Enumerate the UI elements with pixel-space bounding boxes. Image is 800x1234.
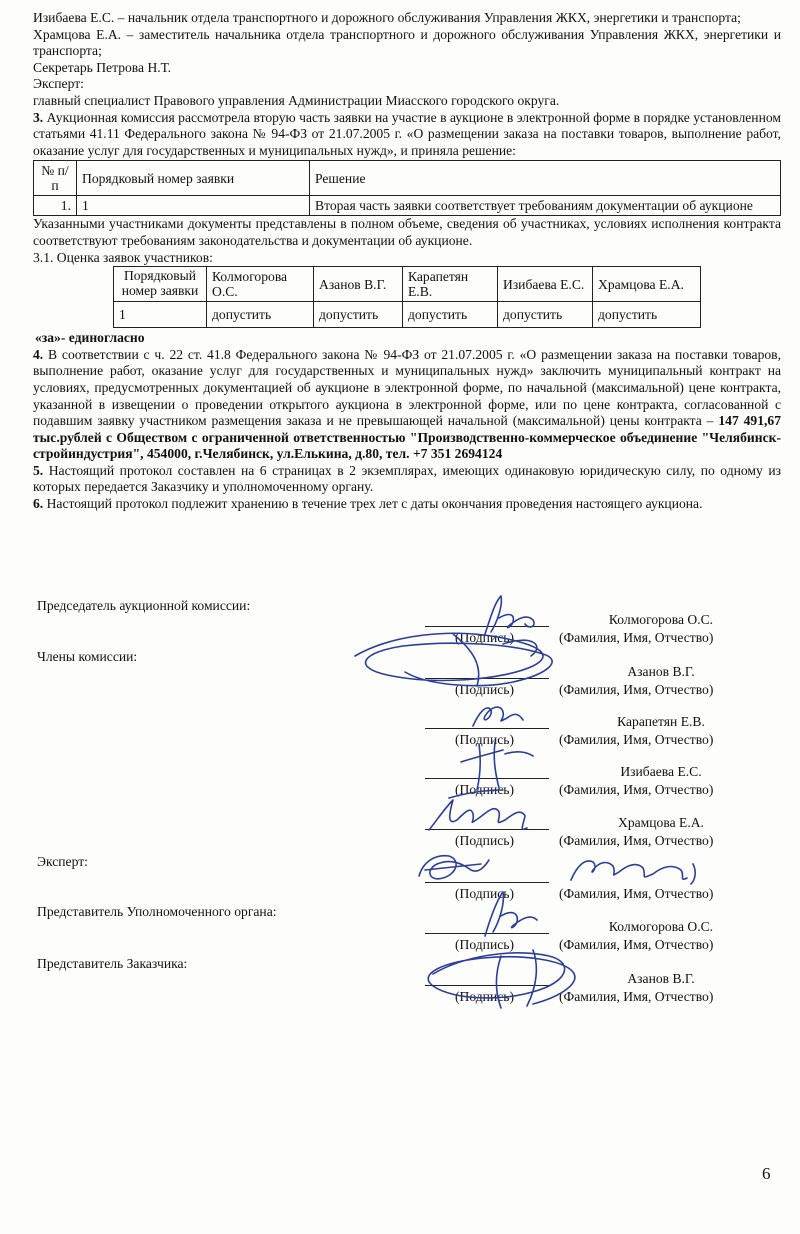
- section-3-number: 3.: [33, 109, 44, 125]
- signer-name: Азанов В.Г.: [627, 664, 695, 679]
- section-4: [33, 347, 781, 463]
- members-label: Члены комиссии:: [37, 649, 138, 664]
- header-cell: Азанов В.Г.: [314, 267, 403, 302]
- chair-label: Председатель аукционной комиссии:: [37, 598, 251, 613]
- sign-caption: (Подпись): [455, 682, 514, 697]
- intro-secretary: Секретарь Петрова Н.Т.: [33, 59, 172, 75]
- section-6-text: Настоящий протокол подлежит хранению в течение трех лет с даты окончания проведения настоящего аукциона.: [43, 496, 703, 512]
- table-header-row: [114, 267, 701, 302]
- handwritten-signatures: [33, 594, 781, 1014]
- header-cell: Колмогорова О.С.: [207, 267, 314, 302]
- sign-caption: (Подпись): [455, 937, 514, 952]
- name-caption: (Фамилия, Имя, Отчество): [559, 833, 714, 848]
- vote-result: [33, 330, 781, 347]
- authorized-label: Представитель Уполномоченного органа:: [37, 904, 277, 919]
- vote-result-text: «за»- единогласно: [35, 330, 145, 346]
- signature-karapetyan: [473, 707, 523, 726]
- intro-expert-label: Эксперт:: [33, 76, 84, 92]
- table-cell: допустить: [498, 302, 593, 328]
- header-cell: Изибаева Е.С.: [498, 267, 593, 302]
- sign-caption: (Подпись): [455, 782, 514, 797]
- after-table-text: Указанными участниками документы представлены в полном объеме, сведения об участниках, условиях исполнения контракта соответствуют требованиям законодательства и документации об аукционе.: [33, 216, 781, 248]
- table-cell: допустить: [403, 302, 498, 328]
- name-caption: (Фамилия, Имя, Отчество): [559, 682, 714, 697]
- section-5-number: 5.: [33, 462, 44, 478]
- name-caption: (Фамилия, Имя, Отчество): [559, 937, 714, 952]
- name-caption: (Фамилия, Имя, Отчество): [559, 732, 714, 747]
- signature-izibaeva: [461, 742, 533, 790]
- signer-name: Храмцова Е.А.: [618, 815, 704, 830]
- header-cell: Порядковый номер заявки: [77, 161, 310, 196]
- name-caption: (Фамилия, Имя, Отчество): [559, 989, 714, 1004]
- signature-azanov-2: [428, 950, 575, 1008]
- section-3-text: Аукционная комиссия рассмотрела вторую часть заявки на участие в аукционе в электронной форме в порядке установленном статьями 41.11 Федерального закона № 94-ФЗ от 21.07.2005 г. «О размещении заказа на поставки товаров, выполнение работ, оказание услуг для государственных и муниципальных нужд», и приняла решение:: [33, 109, 781, 158]
- table-cell: допустить: [593, 302, 701, 328]
- page-number: 6: [762, 1164, 771, 1183]
- signature-azanov: [355, 633, 552, 686]
- signature-expert: [419, 856, 489, 879]
- expert-label: Эксперт:: [37, 854, 88, 869]
- name-caption: (Фамилия, Имя, Отчество): [559, 782, 714, 797]
- sign-caption: (Подпись): [455, 989, 514, 1004]
- section-3: [33, 110, 781, 160]
- intro-khramtsova: Храмцова Е.А. – заместитель начальника отдела транспортного и дорожного обслуживания Управления ЖКХ, энергетики и транспорта;: [33, 26, 781, 59]
- section-4-contractor: 147 491,67 тыс.рублей с Обществом с ограниченной ответственностью "Производственно-коммерческое объединение "Челябинск-стройиндустрия", 454000, г.Челябинск, ул.Елькина, д.80, тел. +7 351 2694124: [33, 413, 781, 462]
- table-header-row: [34, 161, 781, 196]
- signature-kolmogorova-2: [485, 892, 537, 936]
- name-caption: (Фамилия, Имя, Отчество): [559, 630, 714, 645]
- decision-table: [33, 160, 781, 216]
- signer-name: Карапетян Е.В.: [617, 714, 705, 729]
- sign-caption: (Подпись): [455, 732, 514, 747]
- table-row: [114, 302, 701, 328]
- customer-label: Представитель Заказчика:: [37, 956, 188, 971]
- section-4-text: В соответствии с ч. 22 ст. 41.8 Федерального закона № 94-ФЗ от 21.07.2005 г. «О размещении заказа на поставки товаров, выполнение работ, оказание услуг для государственных и муниципальных нужд» заключить муниципальный контракт на условиях, предусмотренных документацией об аукционе в электронной форме, по начальной (максимальной) цене контракта, указанной в извещении о проведении открытого аукциона в электронной форме, или по цене контракта, согласованной с подавшим заявку участником размещения заказа и не превышающей начальной (максимальной) цены контракта –: [33, 346, 781, 429]
- sign-caption: (Подпись): [455, 833, 514, 848]
- signer-name: Изибаева Е.С.: [620, 764, 702, 779]
- evaluation-table: [113, 266, 701, 328]
- section-6: [33, 496, 781, 513]
- header-cell: Порядковый номер заявки: [114, 267, 207, 302]
- protocol-page: [33, 10, 781, 513]
- header-cell: Карапетян Е.В.: [403, 267, 498, 302]
- sign-caption: (Подпись): [455, 630, 514, 645]
- name-caption: (Фамилия, Имя, Отчество): [559, 886, 714, 901]
- signature-block: [33, 594, 781, 1014]
- header-cell: Храмцова Е.А.: [593, 267, 701, 302]
- header-cell: Решение: [310, 161, 781, 196]
- signer-name: Колмогорова О.С.: [608, 612, 714, 627]
- section-4-number: 4.: [33, 346, 44, 362]
- signer-name: Колмогорова О.С.: [608, 919, 714, 934]
- signer-name: Азанов В.Г.: [627, 971, 695, 986]
- section-6-number: 6.: [33, 496, 44, 512]
- sign-caption: (Подпись): [455, 886, 514, 901]
- table-row: [34, 196, 781, 216]
- header-cell: № п/п: [34, 161, 77, 196]
- table-cell: Вторая часть заявки соответствует требованиям документации об аукционе: [310, 196, 781, 216]
- table-cell: допустить: [207, 302, 314, 328]
- signature-khramtsova: [429, 790, 527, 830]
- table-cell: 1: [114, 302, 207, 328]
- section-5: [33, 463, 781, 496]
- table-cell: 1: [77, 196, 310, 216]
- signature-kolmogorova: [485, 596, 534, 634]
- table-cell: 1.: [34, 196, 77, 216]
- intro-izibaeva: Изибаева Е.С. – начальник отдела транспортного и дорожного обслуживания Управления ЖКХ, энергетики и транспорта;: [33, 10, 741, 25]
- table-cell: допустить: [314, 302, 403, 328]
- intro-expert: главный специалист Правового управления Администрации Миасского городского округа.: [33, 92, 560, 108]
- section-5-text: Настоящий протокол составлен на 6 страницах в 2 экземплярах, имеющих одинаковую юридическую силу, по одному из которых передается Заказчику и уполномоченному органу.: [33, 462, 781, 495]
- section-3-1: 3.1. Оценка заявок участников:: [33, 249, 213, 265]
